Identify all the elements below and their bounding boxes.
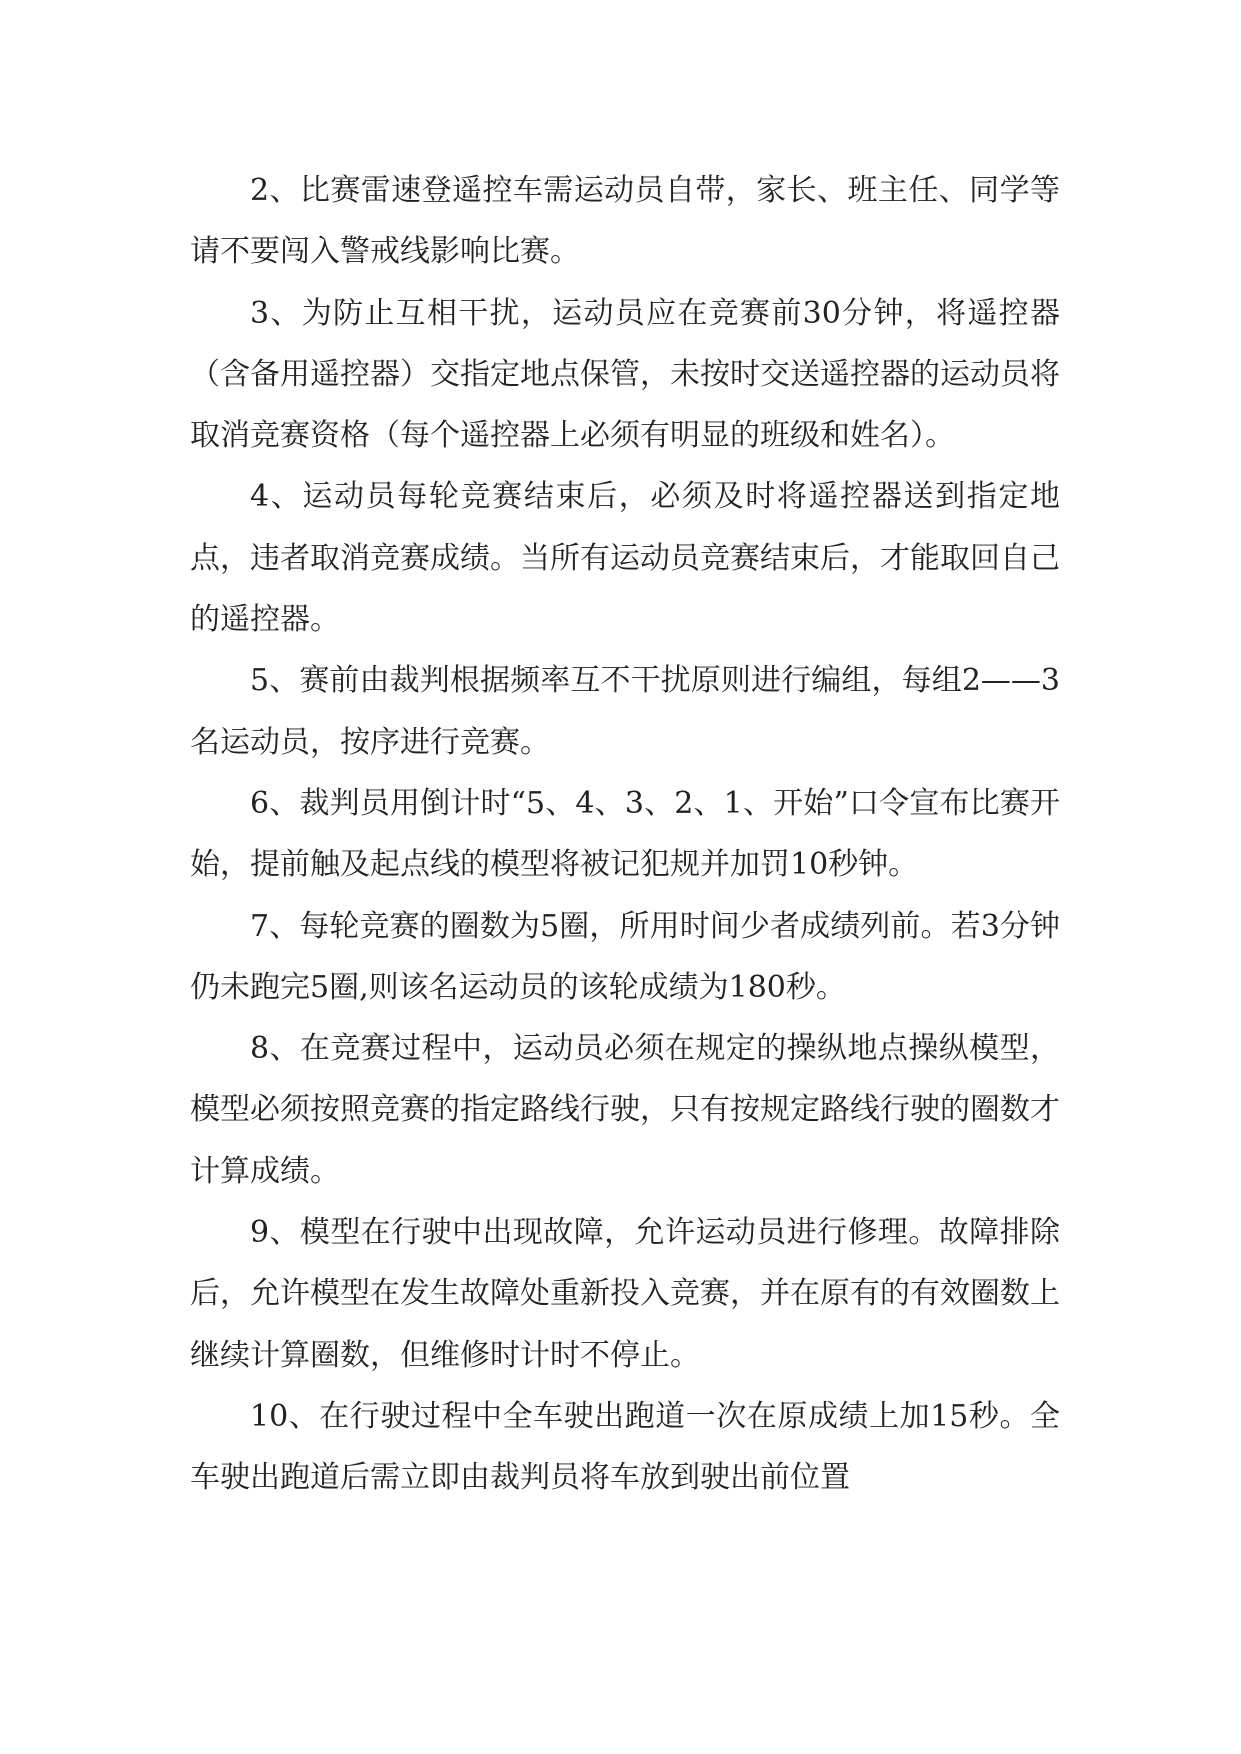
rule-paragraph-3: 3、为防止互相干扰，运动员应在竞赛前30分钟，将遥控器（含备用遥控器）交指定地点保管，未按时交送遥控器的运动员将取消竞赛资格（每个遥控器上必须有明显的班级和姓名）。: [190, 295, 1060, 454]
rule-paragraph-9: 9、模型在行驶中出现故障，允许运动员进行修理。故障排除后，允许模型在发生故障处重新投入竞赛，并在原有的有效圈数上继续计算圈数，但维修时计时不停止。: [190, 1215, 1060, 1373]
rule-paragraph-6: 6、裁判员用倒计时“5、4、3、2、1、开始”口令宣布比赛开始，提前触及起点线的模型将被记犯规并加罚10秒钟。: [190, 785, 1060, 883]
rule-paragraph-8: 8、在竞赛过程中，运动员必须在规定的操纵地点操纵模型，模型必须按照竞赛的指定路线行驶，只有按规定路线行驶的圈数才计算成绩。: [190, 1031, 1060, 1189]
rule-paragraph-4: 4、运动员每轮竞赛结束后，必须及时将遥控器送到指定地点，违者取消竞赛成绩。当所有运动员竞赛结束后，才能取回自己的遥控器。: [190, 479, 1060, 638]
rule-paragraph-7: 7、每轮竞赛的圈数为5圈，所用时间少者成绩列前。若3分钟仍未跑完5圈,则该名运动员的该轮成绩为180秒。: [190, 908, 1060, 1005]
document-body: [190, 160, 1060, 1509]
rule-paragraph-2: 2、比赛雷速登遥控车需运动员自带，家长、班主任、同学等请不要闯入警戒线影响比赛。: [190, 173, 1060, 270]
rule-paragraph-10: 10、在行驶过程中全车驶出跑道一次在原成绩上加15秒。全车驶出跑道后需立即由裁判员将车放到驶出前位置: [190, 1398, 1060, 1496]
rule-paragraph-5: 5、赛前由裁判根据频率互不干扰原则进行编组，每组2——3名运动员，按序进行竞赛。: [190, 663, 1060, 760]
